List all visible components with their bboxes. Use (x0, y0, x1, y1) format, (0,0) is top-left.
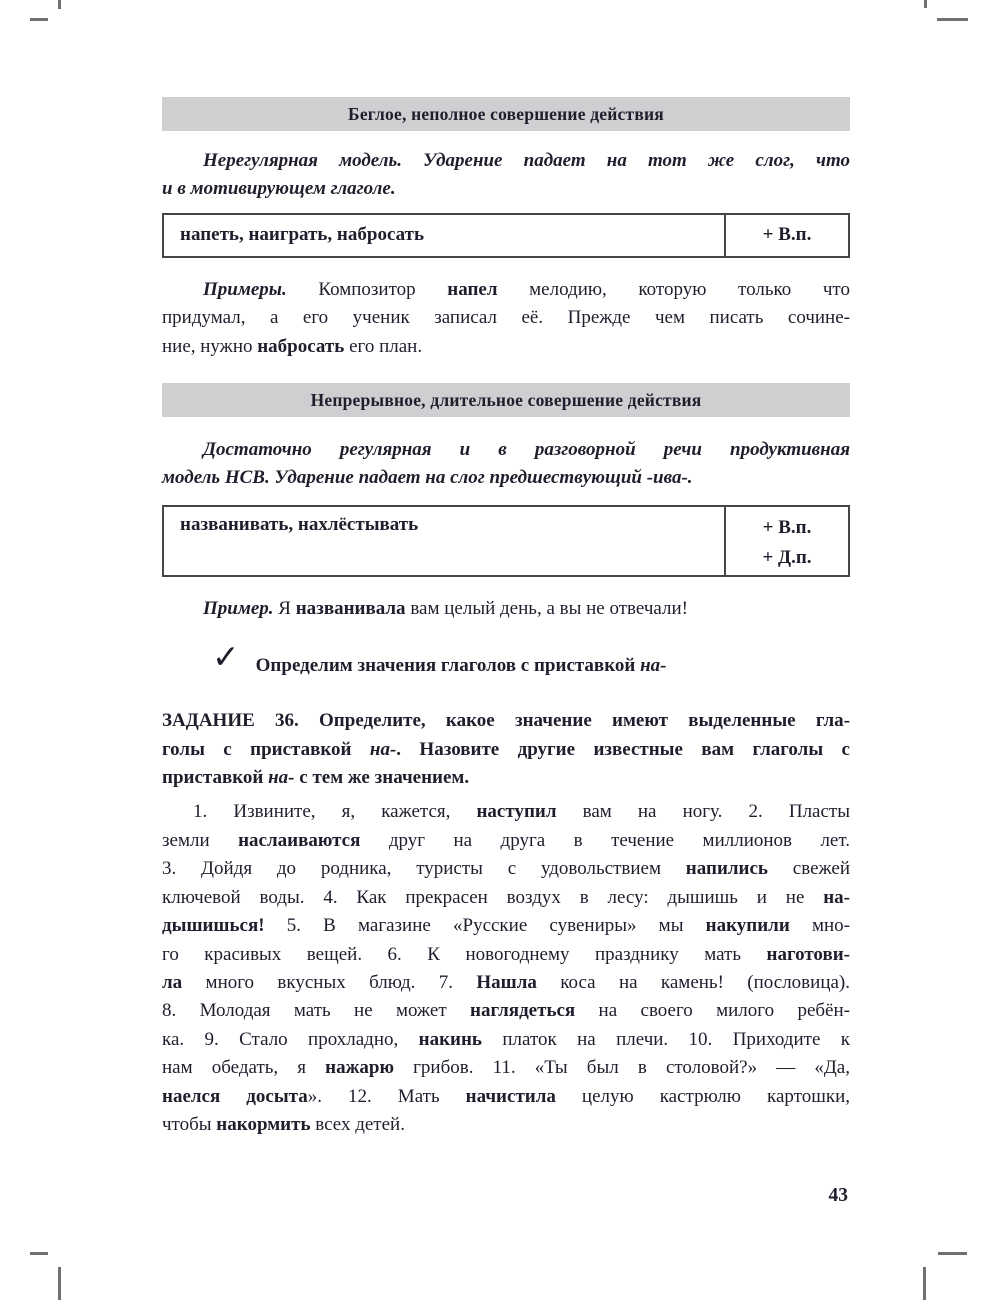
page-content (162, 97, 850, 1207)
task-statement: ЗАДАНИЕ 36. Определите, какое значение имеют выделенные гла- голы с приставкой на-. Назовите другие известные вам глаголы с приставкой на- с тем же значением. (162, 710, 850, 789)
table-2-case-cell (726, 507, 848, 575)
example-paragraph-2: Пример. Я названивала вам целый день, а вы не отвечали! (203, 597, 688, 619)
verb-case-table-2 (162, 505, 850, 577)
table-1-verbs-text: напеть, наиграть, набросать (180, 224, 425, 246)
crop-mark-top-right-horizontal (937, 18, 968, 21)
examples-paragraph-1: Примеры. Композитор напел мелодию, которую только что придумал, а его ученик записал её. Прежде чем писать сочине- ние, нужно набросать его план. (162, 278, 850, 357)
crop-mark-top-left-horizontal (30, 18, 48, 21)
checkmark-icon: ✓ (212, 640, 240, 677)
section-header-1-label: Беглое, неполное совершение действия (348, 104, 664, 124)
model-description-1: Нерегулярная модель. Ударение падает на тот же слог, что и в мотивирующем глаголе. (162, 150, 850, 200)
section-heading-text: Определим значения глаголов с приставкой на- (255, 655, 667, 677)
section-heading (162, 640, 850, 691)
page-number: 43 (828, 1185, 848, 1207)
table-2-case-text-2: + Д.п. (762, 546, 812, 568)
table-2-verbs-text: названивать, нахлёстывать (180, 513, 419, 535)
section-header-2-label: Непрерывное, длительное совершение действия (310, 390, 702, 411)
table-2-case-text-1: + В.п. (762, 516, 812, 538)
exercise-text: 1. Извините, я, кажется, наступил вам на ногу. 2. Пласты земли наслаиваются друг на друга в течение миллионов лет. 3. Дойдя до родника, туристы с удовольствием напились свежей ключевой воды. 4. Как прекрасен воздух в лесу: дышишь и не на- дышишься! 5. В магазине «Русские сувениры» мы накупили мно- го красивых вещей. 6. К новогоднему празднику мать наготови- ла много вкусных блюд. 7. Нашла коса на камень! (пословица). 8. Молодая мать не может наглядеться на своего милого ребён- ка. 9. Стало прохладно, накинь платок на плечи. 10. Приходите к нам обедать, я нажарю грибов. 11. «Ты был в столовой?» — «Да, наелся досыта». 12. Мать начистила целую кастрюлю картошки, чтобы накормить всех детей. (162, 801, 850, 1135)
crop-mark-bottom-right-horizontal (938, 1252, 967, 1255)
table-1-verbs-cell (164, 215, 726, 256)
section-header-bar-1 (162, 97, 850, 131)
table-2-verbs-cell (164, 507, 726, 575)
crop-mark-top-right-vertical (924, 0, 927, 8)
table-1-case-cell (726, 215, 848, 256)
crop-mark-bottom-left-horizontal (30, 1252, 48, 1255)
model-description-2: Достаточно регулярная и в разговорной речи продуктивная модель НСВ. Ударение падает на слог предшествующий -ива-. (162, 439, 850, 489)
table-1-case-text: + В.п. (762, 224, 812, 246)
verb-case-table-1 (162, 213, 850, 258)
crop-mark-bottom-left-vertical (58, 1267, 61, 1300)
section-header-bar-2 (162, 383, 850, 417)
crop-mark-bottom-right-vertical (923, 1267, 926, 1300)
crop-mark-top-left-vertical (58, 0, 61, 9)
